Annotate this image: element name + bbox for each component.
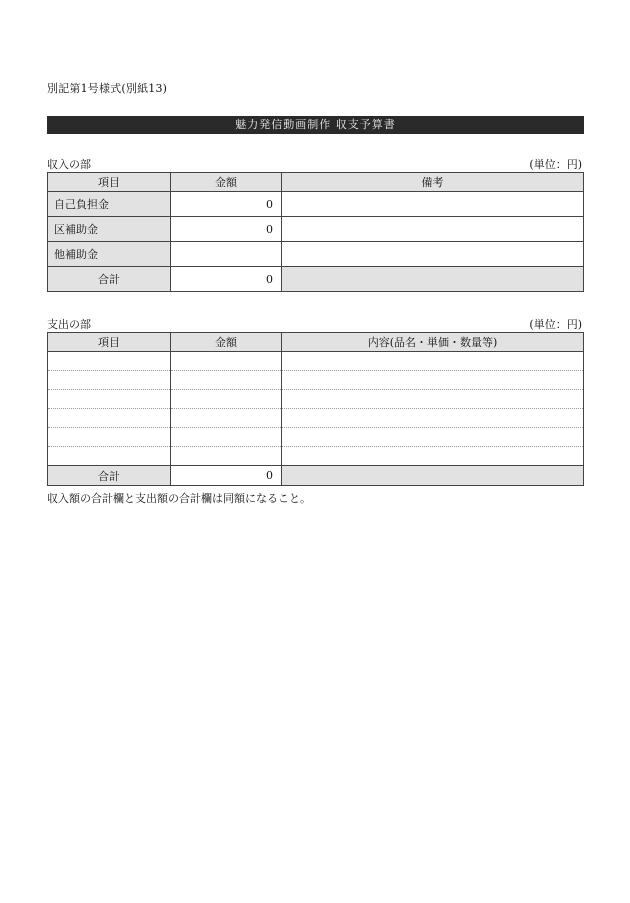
- expense-item-cell[interactable]: [48, 447, 171, 466]
- income-amount-cell[interactable]: [171, 242, 282, 267]
- expense-item-cell[interactable]: [48, 428, 171, 447]
- income-note-cell[interactable]: [282, 192, 584, 217]
- expense-total-amount: 0: [171, 466, 282, 486]
- expense-header-amount: 金額: [171, 333, 282, 352]
- expense-header-content: 内容(品名・単価・数量等): [282, 333, 584, 352]
- expense-row: [48, 352, 584, 371]
- expense-unit-label: (単位：円): [529, 318, 582, 331]
- income-item-cell: 自己負担金: [48, 192, 171, 217]
- expense-total-row: [48, 466, 584, 486]
- income-total-label: 合計: [48, 267, 171, 292]
- income-header-item: 項目: [48, 173, 171, 192]
- income-item-cell: 他補助金: [48, 242, 171, 267]
- footnote: 収入額の合計欄と支出額の合計欄は同額になること。: [47, 492, 311, 505]
- expense-row: [48, 371, 584, 390]
- expense-amount-cell[interactable]: [171, 352, 282, 371]
- expense-amount-cell[interactable]: [171, 447, 282, 466]
- expense-amount-cell[interactable]: [171, 428, 282, 447]
- expense-section-header: [47, 316, 584, 330]
- expense-item-cell[interactable]: [48, 371, 171, 390]
- expense-content-cell[interactable]: [282, 390, 584, 409]
- expense-row: [48, 409, 584, 428]
- expense-total-label: 合計: [48, 466, 171, 486]
- expense-amount-cell[interactable]: [171, 371, 282, 390]
- expense-amount-cell[interactable]: [171, 390, 282, 409]
- expense-section-label: 支出の部: [47, 318, 91, 331]
- income-header-amount: 金額: [171, 173, 282, 192]
- expense-row: [48, 390, 584, 409]
- income-table: [47, 172, 584, 292]
- income-unit-label: (単位：円): [529, 158, 582, 171]
- income-total-row: [48, 267, 584, 292]
- expense-content-cell[interactable]: [282, 371, 584, 390]
- income-note-cell[interactable]: [282, 242, 584, 267]
- income-header-row: [48, 173, 584, 192]
- expense-header-row: [48, 333, 584, 352]
- expense-item-cell[interactable]: [48, 409, 171, 428]
- document-title: 魅力発信動画制作 収支予算書: [47, 116, 584, 134]
- expense-content-cell[interactable]: [282, 447, 584, 466]
- income-note-cell[interactable]: [282, 217, 584, 242]
- income-total-note: [282, 267, 584, 292]
- income-row-self-pay: [48, 192, 584, 217]
- expense-content-cell[interactable]: [282, 428, 584, 447]
- expense-row: [48, 447, 584, 466]
- expense-content-cell[interactable]: [282, 409, 584, 428]
- income-amount-cell[interactable]: 0: [171, 217, 282, 242]
- income-row-ward-subsidy: [48, 217, 584, 242]
- income-total-amount: 0: [171, 267, 282, 292]
- income-amount-cell[interactable]: 0: [171, 192, 282, 217]
- income-header-note: 備考: [282, 173, 584, 192]
- expense-table: [47, 332, 584, 486]
- form-code: 別記第1号様式(別紙13): [47, 82, 168, 95]
- income-row-other-subsidy: [48, 242, 584, 267]
- income-section-header: [47, 156, 584, 170]
- expense-item-cell[interactable]: [48, 352, 171, 371]
- income-section-label: 収入の部: [47, 158, 91, 171]
- expense-content-cell[interactable]: [282, 352, 584, 371]
- expense-total-content: [282, 466, 584, 486]
- income-item-cell: 区補助金: [48, 217, 171, 242]
- expense-amount-cell[interactable]: [171, 409, 282, 428]
- expense-header-item: 項目: [48, 333, 171, 352]
- expense-row: [48, 428, 584, 447]
- expense-item-cell[interactable]: [48, 390, 171, 409]
